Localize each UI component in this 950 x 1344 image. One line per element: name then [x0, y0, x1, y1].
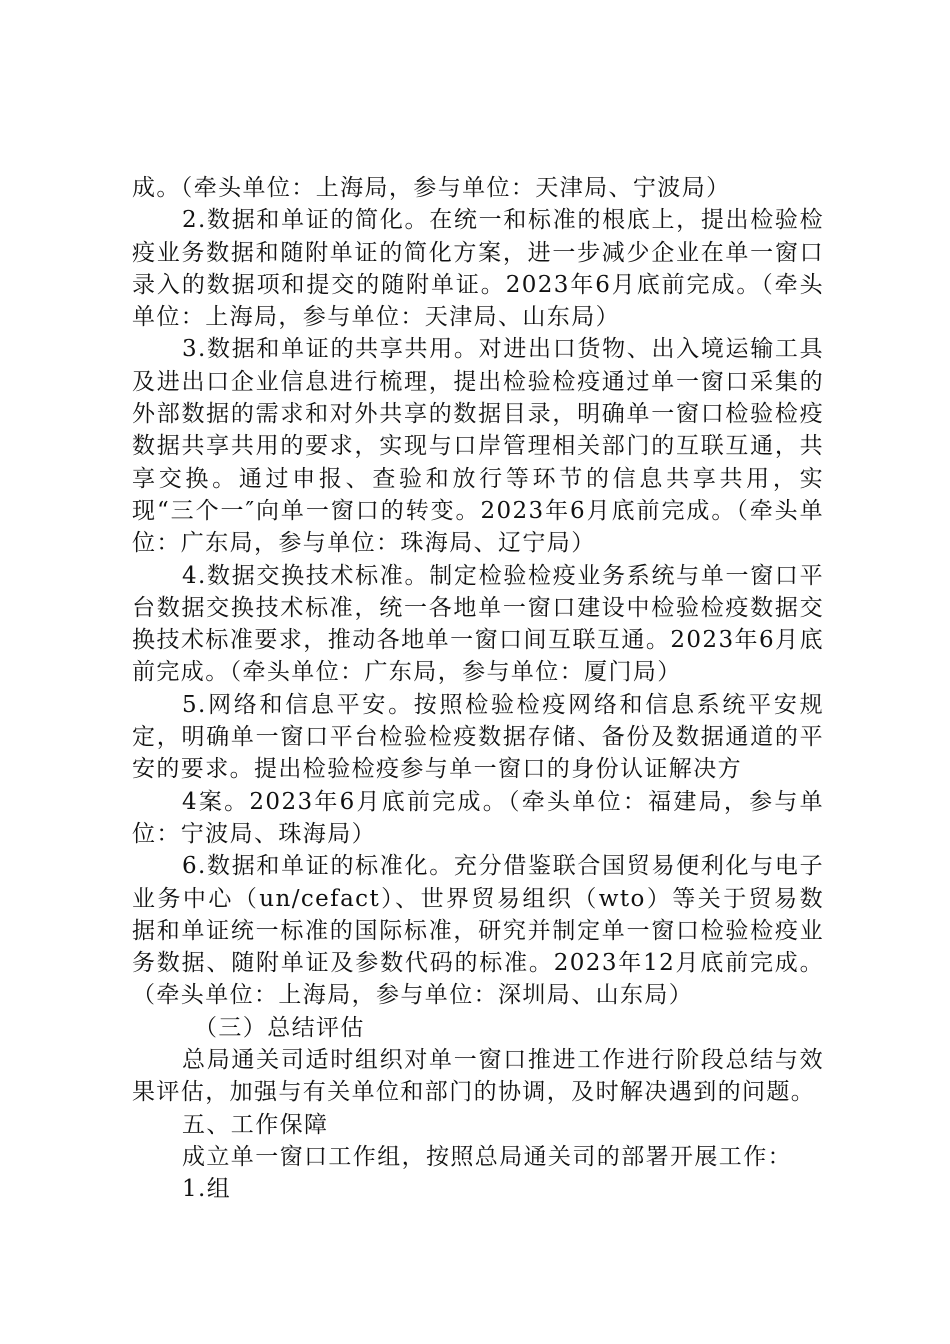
section-heading-guarantee: 五、工作保障	[182, 1111, 329, 1138]
paragraph-summary: 总局通关司适时组织对单一窗口推进工作进行阶段总结与效果评估，加强与有关单位和部门的协调，及时解决遇到的问题。	[132, 1047, 824, 1106]
document-body	[132, 172, 824, 1206]
section-heading-summary: （三）总结评估	[194, 1014, 365, 1041]
paragraph-item-5-continued: 4案。2023年6月底前完成。（牵头单位：福建局，参与单位：宁波局、珠海局）	[132, 788, 824, 847]
paragraph-continuation: 成。（牵头单位：上海局，参与单位：天津局、宁波局）	[132, 175, 731, 201]
paragraph-item-1-partial: 1.组	[182, 1176, 232, 1203]
paragraph-item-6: 6.数据和单证的标准化。充分借鉴联合国贸易便利化与电子业务中心（un/cefact）、世界贸易组织（wto）等关于贸易数据和单证统一标准的国际标准，研究并制定单一窗口检验检疫业务数据、随附单证及参数代码的标准。2023年12月底前完成。（牵头单位：上海局，参与单位：深圳局、山东局）	[132, 853, 824, 1009]
paragraph-guarantee: 成立单一窗口工作组，按照总局通关司的部署开展工作：	[182, 1143, 792, 1170]
paragraph-item-2: 2.数据和单证的简化。在统一和标准的根底上，提出检验检疫业务数据和随附单证的简化方案，进一步减少企业在单一窗口录入的数据项和提交的随附单证。2023年6月底前完成。（牵头单位：上海局，参与单位：天津局、山东局）	[132, 207, 824, 331]
paragraph-item-3: 3.数据和单证的共享共用。对进出口货物、出入境运输工具及进出口企业信息进行梳理，提出检验检疫通过单一窗口采集的外部数据的需求和对外共享的数据目录，明确单一窗口检验检疫数据共享共用的要求，实现与口岸管理相关部门的互联互通，共享交换。通过申报、查验和放行等环节的信息共享共用，实现“三个一″向单一窗口的转变。2023年6月底前完成。（牵头单位：广东局，参与单位：珠海局、辽宁局）	[132, 336, 824, 557]
paragraph-item-4: 4.数据交换技术标准。制定检验检疫业务系统与单一窗口平台数据交换技术标准，统一各地单一窗口建设中检验检疫数据交换技术标准要求，推动各地单一窗口间互联互通。2023年6月底前完成。（牵头单位：广东局，参与单位：厦门局）	[132, 562, 824, 686]
paragraph-item-5: 5.网络和信息平安。按照检验检疫网络和信息系统平安规定，明确单一窗口平台检验检疫数据存储、备份及数据通道的平安的要求。提出检验检疫参与单一窗口的身份认证解决方	[132, 691, 824, 783]
